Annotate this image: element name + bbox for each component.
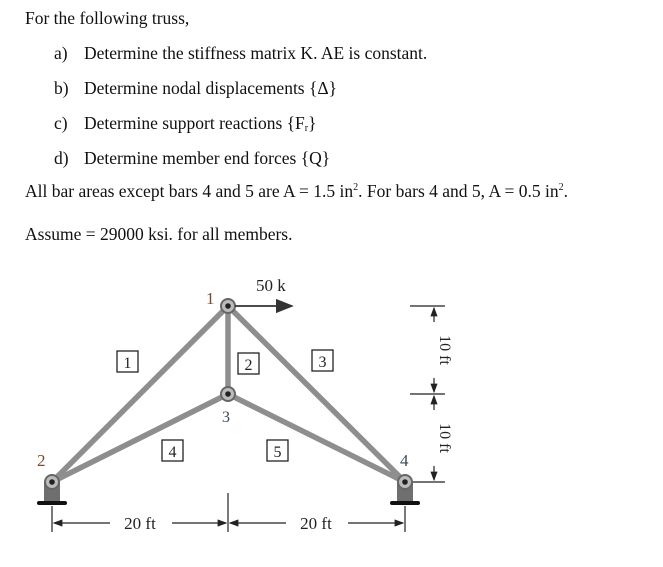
superscript: 2	[353, 182, 359, 193]
task-item-a	[54, 43, 427, 63]
areas-part1: All bar areas except bars 4 and 5 are A = 1.5 in	[25, 181, 354, 201]
member-3	[228, 306, 405, 482]
task-text: Determine member end forces {Q}	[84, 148, 331, 168]
member-label-2	[238, 353, 259, 374]
task-letter: a)	[54, 43, 68, 63]
task-item-b	[54, 78, 337, 98]
superscript: 2	[558, 182, 564, 193]
node-label-3: 3	[222, 409, 230, 426]
member-label-1	[117, 351, 138, 372]
member-label-4	[162, 440, 183, 461]
member-id: 2	[244, 357, 253, 374]
member-id: 3	[318, 354, 327, 371]
dimension-bottom: 10 ft	[436, 423, 453, 453]
task-letter: d)	[54, 148, 69, 168]
node-4-pin-icon	[398, 475, 412, 489]
dimension-top: 10 ft	[436, 335, 453, 365]
task-item-c	[54, 113, 317, 133]
member-id: 1	[123, 355, 132, 372]
node-1-pin-icon	[221, 299, 235, 313]
member-label-3	[312, 350, 333, 371]
horizontal-dimension	[52, 493, 405, 532]
node-label-1: 1	[206, 289, 215, 308]
member-id: 5	[273, 444, 282, 461]
member-5	[228, 394, 405, 482]
member-4	[52, 394, 228, 482]
vertical-dimension	[410, 306, 445, 482]
task-item-d	[54, 148, 330, 168]
areas-text	[25, 181, 568, 201]
task-text: Determine support reactions {F	[84, 113, 305, 133]
node-label-2: 2	[37, 451, 46, 470]
truss-figure	[0, 250, 663, 562]
dimension-right: 20 ft	[300, 514, 332, 533]
intro-text: For the following truss,	[25, 8, 190, 28]
subscript-r: r	[304, 123, 309, 134]
task-text: Determine nodal displacements {Δ}	[84, 78, 338, 98]
areas-part2: . For bars 4 and 5, A = 0.5 in	[358, 181, 559, 201]
member-id: 4	[168, 444, 177, 461]
areas-part3: .	[563, 181, 568, 201]
assume-text: Assume = 29000 ksi. for all members.	[25, 224, 293, 244]
member-1	[52, 306, 228, 482]
member-label-5	[267, 440, 288, 461]
node-2-pin-icon	[45, 475, 59, 489]
load-label: 50 k	[256, 276, 286, 295]
dimension-left: 20 ft	[124, 514, 156, 533]
task-text-end: }	[308, 113, 317, 133]
task-text: Determine the stiffness matrix K. AE is constant.	[84, 43, 428, 63]
task-letter: b)	[54, 78, 69, 98]
node-label-4: 4	[400, 451, 409, 470]
node-3-pin-icon	[221, 387, 235, 401]
task-letter: c)	[54, 113, 68, 133]
